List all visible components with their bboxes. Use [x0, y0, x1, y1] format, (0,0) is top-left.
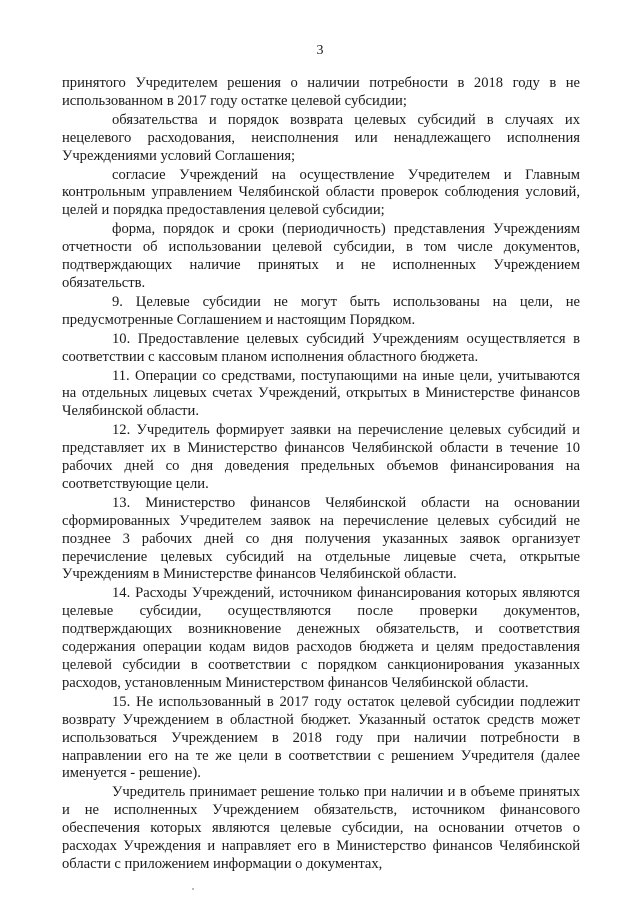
paragraph-founder-decision: Учредитель принимает решение только при наличии и в объеме принятых и не исполненных Учреждением обязательств, источником финансового обеспечения которых являются целевые субсидии, на основании отчетов о расходах Учреждения и направляет его в Министерство финансов Челябинской области с приложением информации о документах,	[62, 784, 580, 872]
paragraph-continuation: принятого Учредителем решения о наличии потребности в 2018 году в не использованном в 2017 году остатке целевой субсидии;	[62, 75, 580, 109]
paragraph-item-11: 11. Операции со средствами, поступающими на иные цели, учитываются на отдельных лицевых счетах Учреждений, открытых в Министерстве финансов Челябинской области.	[62, 367, 580, 420]
paragraph-item-10: 10. Предоставление целевых субсидий Учреждениям осуществляется в соответствии с кассовым планом исполнения областного бюджета.	[62, 330, 580, 365]
paragraph-obligations: обязательства и порядок возврата целевых субсидий в случаях их нецелевого расходования, неисполнения или ненадлежащего исполнения Учреждениями условий Соглашения;	[62, 111, 580, 164]
paragraph-item-12: 12. Учредитель формирует заявки на перечисление целевых субсидий и представляет их в Министерство финансов Челябинской области в течение 10 рабочих дней со дня доведения предельных объемов финансирования на соответствующие цели.	[62, 422, 580, 492]
paragraph-item-15: 15. Не использованный в 2017 году остаток целевой субсидии подлежит возврату Учреждением в областной бюджет. Указанный остаток средств может использоваться Учреждением в 2018 году при наличии потребности в направлении его на те же цели в соответствии с решением Учредителя (далее именуется - решение).	[62, 693, 580, 782]
page-number: 3	[316, 43, 324, 58]
scan-mark	[192, 888, 194, 890]
paragraph-item-13: 13. Министерство финансов Челябинской области на основании сформированных Учредителем заявок на перечисление целевых субсидий не позднее 3 рабочих дней со дня получения указанных заявок организует перечисление целевых субсидий на отдельные лицевые счета, открытые Учреждениям в Министерстве финансов Челябинской области.	[62, 494, 580, 583]
document-body	[62, 75, 580, 875]
paragraph-consent: согласие Учреждений на осуществление Учредителем и Главным контрольным управлением Челябинской области проверок соблюдения условий, целей и порядка предоставления целевой субсидии;	[62, 166, 580, 219]
paragraph-item-9: 9. Целевые субсидии не могут быть использованы на цели, не предусмотренные Соглашением и настоящим Порядком.	[62, 293, 580, 328]
paragraph-reporting-form: форма, порядок и сроки (периодичность) представления Учреждениям отчетности об использовании целевой субсидии, в том числе документов, подтверждающих наличие принятых и не исполненных Учреждением обязательств.	[62, 221, 580, 291]
paragraph-item-14: 14. Расходы Учреждений, источником финансирования которых являются целевые субсидии, осуществляются после проверки документов, подтверждающих возникновение денежных обязательств, и соответствия содержания операции кодам видов расходов бюджета и целям предоставления целевой субсидии в соответствии с порядком санкционирования указанных расходов, установленным Министерством финансов Челябинской области.	[62, 585, 580, 691]
